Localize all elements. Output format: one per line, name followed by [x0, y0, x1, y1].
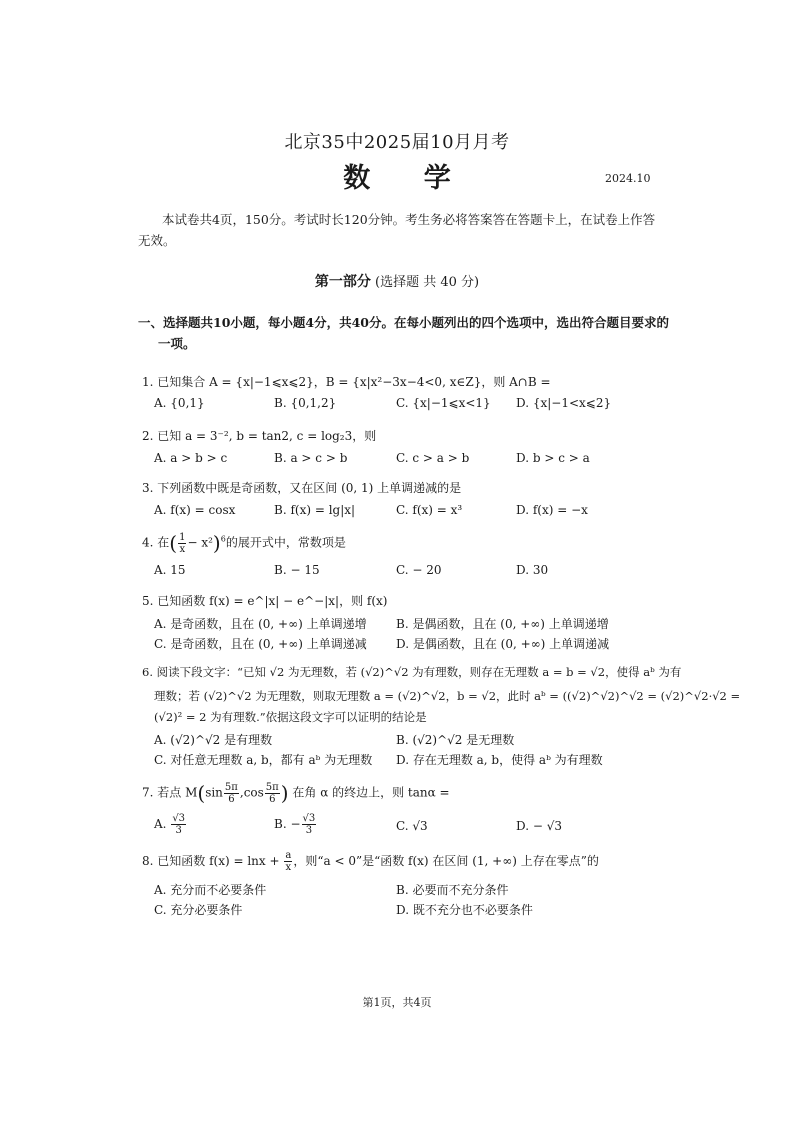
q1-option-d: D. {x|−1<x⩽2} — [516, 396, 612, 410]
q2-option-c: C. c > a > b — [396, 451, 470, 465]
q6-option-a: A. (√2)^√2 是有理数 — [154, 733, 273, 747]
question-1-stem: 1. 已知集合 A = {x|−1⩽x⩽2}，B = {x|x²−3x−4<0, x∈Z}，则 A∩B = — [142, 375, 551, 389]
question-7-stem: 7. 若点 M(sin $\frac{5\pi}{6}$ ,cos $\frac{5\pi}{6}$ ) 在角 α 的终边上，则 tanα = — [142, 781, 450, 805]
question-5-stem: 5. 已知函数 f(x) = e^|x| − e^−|x|，则 f(x) — [142, 594, 388, 608]
question-6-line-1: 6. 阅读下段文字：“已知 √2 为无理数，若 (√2)^√2 为有理数，则存在无理数 a = b = √2，使得 aᵇ 为有 — [142, 665, 682, 679]
part-heading — [0, 271, 794, 291]
section-instructions: 一、选择题共10小题，每小题4分，共40分。在每小题列出的四个选项中，选出符合题目要求的一项。 — [138, 315, 669, 351]
subject-title: 数 学 — [343, 163, 473, 194]
q8-fraction: $\frac{a}{x}$ — [285, 850, 292, 873]
q3-option-d: D. f(x) = −x — [516, 503, 588, 517]
q5-option-c: C. 是奇函数，且在 (0, +∞) 上单调递减 — [154, 637, 367, 651]
question-6-line-2: 理数；若 (√2)^√2 为无理数，则取无理数 a = (√2)^√2，b = √2，此时 aᵇ = ((√2)^√2)^√2 = (√2)^√2·√2 = — [154, 689, 741, 703]
question-3-stem: 3. 下列函数中既是奇函数，又在区间 (0, 1) 上单调递减的是 — [142, 481, 462, 495]
q7-fraction-sin: $\frac{5\pi}{6}$ — [224, 781, 238, 805]
q4-option-c: C. − 20 — [396, 563, 442, 577]
q2-option-b: B. a > c > b — [274, 451, 348, 465]
q2-option-d: D. b > c > a — [516, 451, 590, 465]
q8-option-a: A. 充分而不必要条件 — [154, 883, 267, 897]
page-footer: 第1页，共4页 — [362, 996, 432, 1009]
question-8-stem: 8. 已知函数 f(x) = lnx + $\frac{a}{x}$ ，则“a < 0”是“函数 f(x) 在区间 (1, +∞) 上存在零点”的 — [142, 850, 599, 873]
exam-instructions: 本试卷共4页，150分。考试时长120分钟。考生务必将答案答在答题卡上，在试卷上作答无效。 — [138, 212, 656, 248]
exam-date: 2024.10 — [605, 172, 651, 185]
q3-option-b: B. f(x) = lg|x| — [274, 503, 356, 517]
q4-option-d: D. 30 — [516, 563, 549, 577]
exam-title: 北京35中2025届10月月考 — [284, 132, 510, 153]
q1-option-b: B. {0,1,2} — [274, 396, 337, 410]
q6-option-b: B. (√2)^√2 是无理数 — [396, 733, 515, 747]
q5-option-a: A. 是奇函数，且在 (0, +∞) 上单调递增 — [154, 617, 367, 631]
q8-option-c: C. 充分必要条件 — [154, 903, 243, 917]
part-subtitle: (选择题 共 40 分) — [375, 275, 480, 290]
q3-option-c: C. f(x) = x³ — [396, 503, 463, 517]
q7-option-c: C. √3 — [396, 819, 428, 833]
q6-option-c: C. 对任意无理数 a, b，都有 aᵇ 为无理数 — [154, 753, 373, 767]
q6-option-d: D. 存在无理数 a, b，使得 aᵇ 为有理数 — [396, 753, 603, 767]
q5-option-d: D. 是偶函数，且在 (0, +∞) 上单调递减 — [396, 637, 610, 651]
q4-option-a: A. 15 — [154, 563, 186, 577]
q7-option-d: D. − √3 — [516, 819, 562, 833]
q4-option-b: B. − 15 — [274, 563, 320, 577]
q1-option-c: C. {x|−1⩽x<1} — [396, 396, 491, 410]
q2-option-a: A. a > b > c — [154, 451, 228, 465]
q5-option-b: B. 是偶函数，且在 (0, +∞) 上单调递增 — [396, 617, 609, 631]
q8-option-b: B. 必要而不充分条件 — [396, 883, 509, 897]
q8-option-d: D. 既不充分也不必要条件 — [396, 903, 533, 917]
part-title: 第一部分 — [314, 274, 371, 290]
question-2-stem: 2. 已知 a = 3⁻², b = tan2, c = log₂3，则 — [142, 429, 377, 443]
question-6-line-3: (√2)² = 2 为有理数.”依据这段文字可以证明的结论是 — [154, 710, 427, 724]
q7-fraction-cos: $\frac{5\pi}{6}$ — [265, 781, 279, 805]
q3-option-a: A. f(x) = cosx — [154, 503, 236, 517]
q1-option-a: A. {0,1} — [154, 396, 205, 410]
q7-option-a: A. $\frac{√3}{3}$ — [154, 813, 186, 836]
question-4-stem: 4. 在( $\frac{1}{x}$ − x²)$^6$的展开式中，常数项是 — [142, 531, 346, 555]
q4-fraction: $\frac{1}{x}$ — [179, 531, 186, 555]
q7-option-b: B. − $\frac{√3}{3}$ — [274, 813, 316, 836]
